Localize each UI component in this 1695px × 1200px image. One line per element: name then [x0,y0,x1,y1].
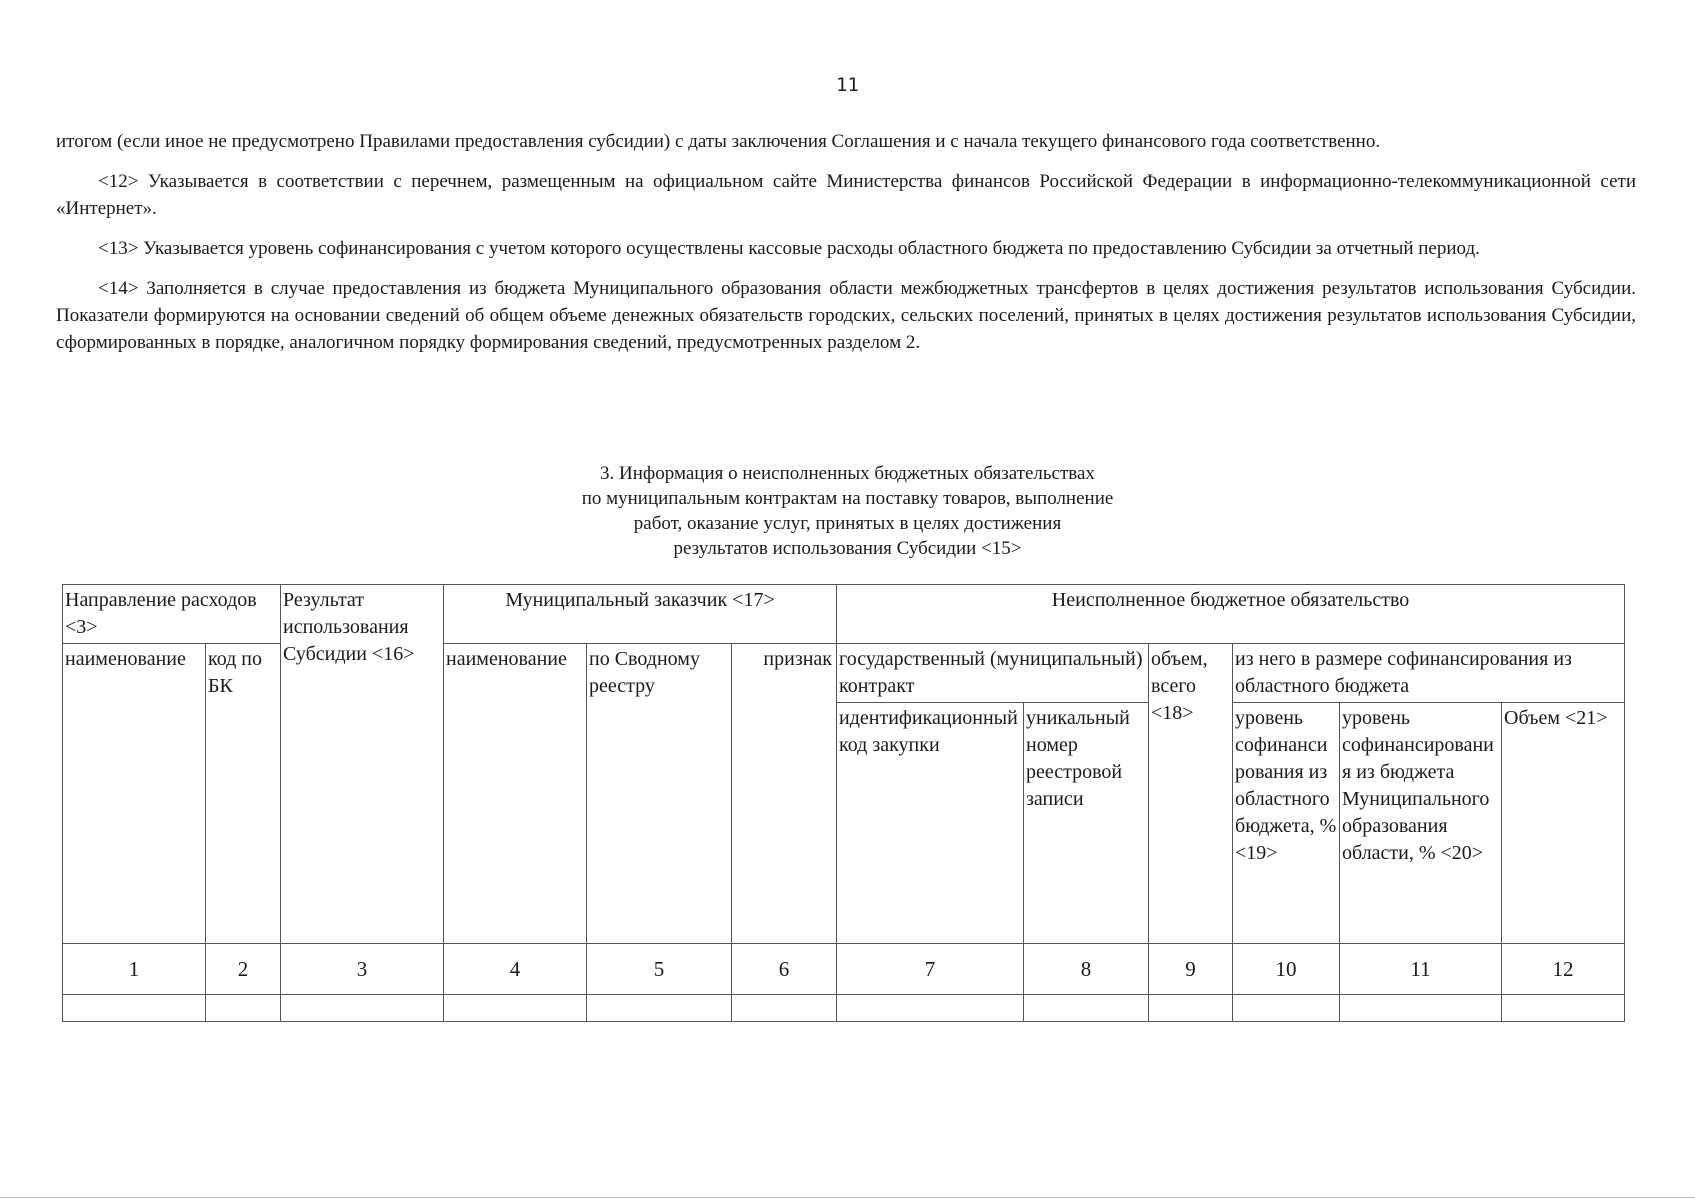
column-number: 8 [1024,944,1149,995]
header-name: наименование [63,644,206,944]
section-title-line: результатов использования Субсидии <15> [673,538,1022,559]
column-number: 11 [1340,944,1502,995]
empty-data-row [63,995,1625,1022]
table-cell [837,995,1024,1022]
header-contract: государственный (муниципальный) контракт [837,644,1149,703]
footnote-continuation: итогом (если иное не предусмотрено Правилами предоставления субсидии) с даты заключения Соглашения и с начала текущего финансового года соответственно. [56,131,1381,152]
table-cell [1024,995,1149,1022]
table-cell [732,995,837,1022]
footnote-13: <13> Указывается уровень софинансирования с учетом которого осуществлены кассовые расходы областного бюджета по предоставлению Субсидии за отчетный период. [98,238,1480,259]
column-number: 10 [1233,944,1340,995]
column-number: 7 [837,944,1024,995]
header-level-regional: уровень софинансирования из областного бюджета, % <19> [1233,703,1340,944]
section-title-line: по муниципальным контрактам на поставку товаров, выполнение [581,488,1114,509]
table-cell [444,995,587,1022]
column-number: 9 [1149,944,1233,995]
column-number: 4 [444,944,587,995]
header-level-municipal: уровень софинансирования из бюджета Муниципального образования области, % <20> [1340,703,1502,944]
table-cell [1502,995,1625,1022]
table-cell [1149,995,1233,1022]
column-number: 6 [732,944,837,995]
table-cell [1340,995,1502,1022]
column-number: 3 [281,944,444,995]
header-amount: Объем <21> [1502,703,1625,944]
column-number-row [63,944,1625,995]
table-cell [206,995,281,1022]
header-result: Результат использования Субсидии <16> [281,585,444,944]
table-cell [1233,995,1340,1022]
header-registry: по Сводному реестру [587,644,732,944]
header-direction: Направление расходов <3> [63,585,281,644]
table-cell [63,995,206,1022]
obligations-table [62,584,1625,1022]
header-cofinancing: из него в размере софинансирования из областного бюджета [1233,644,1625,703]
header-customer-name: наименование [444,644,587,944]
table-cell [281,995,444,1022]
table-cell [587,995,732,1022]
header-obligation: Неисполненное бюджетное обязательство [837,585,1625,644]
column-number: 1 [63,944,206,995]
footnote-14: <14> Заполняется в случае предоставления из бюджета Муниципального образования области межбюджетных трансфертов в целях достижения результатов использования Субсидии. Показатели формируются на основании сведений об общем объеме денежных обязательств городских, сельских поселений, принятых в целях достижения результатов использования Субсидии, сформированных в порядке, аналогичном порядку формирования сведений, предусмотренных разделом 2. [56,278,1636,353]
scan-edge-line [0,1197,1695,1198]
column-number: 5 [587,944,732,995]
header-code: код по БК [206,644,281,944]
header-sign: признак [732,644,837,944]
obligations-table-wrap [62,584,1624,1022]
header-volume: объем, всего <18> [1149,644,1233,944]
header-purchase-code: идентификационный код закупки [837,703,1024,944]
header-registry-number: уникальный номер реестровой записи [1024,703,1149,944]
footnote-12: <12> Указывается в соответствии с перечнем, размещенным на официальном сайте Министерства финансов Российской Федерации в информационно-телекоммуникационной сети «Интернет». [56,171,1636,219]
page-number: 11 [836,74,859,96]
section-title [0,461,1695,561]
section-title-line: 3. Информация о неисполненных бюджетных обязательствах [600,463,1095,484]
footnotes [56,128,1636,369]
section-title-line: работ, оказание услуг, принятых в целях достижения [633,513,1062,534]
column-number: 12 [1502,944,1625,995]
table-header-row [63,585,1625,644]
column-number: 2 [206,944,281,995]
header-customer: Муниципальный заказчик <17> [444,585,837,644]
